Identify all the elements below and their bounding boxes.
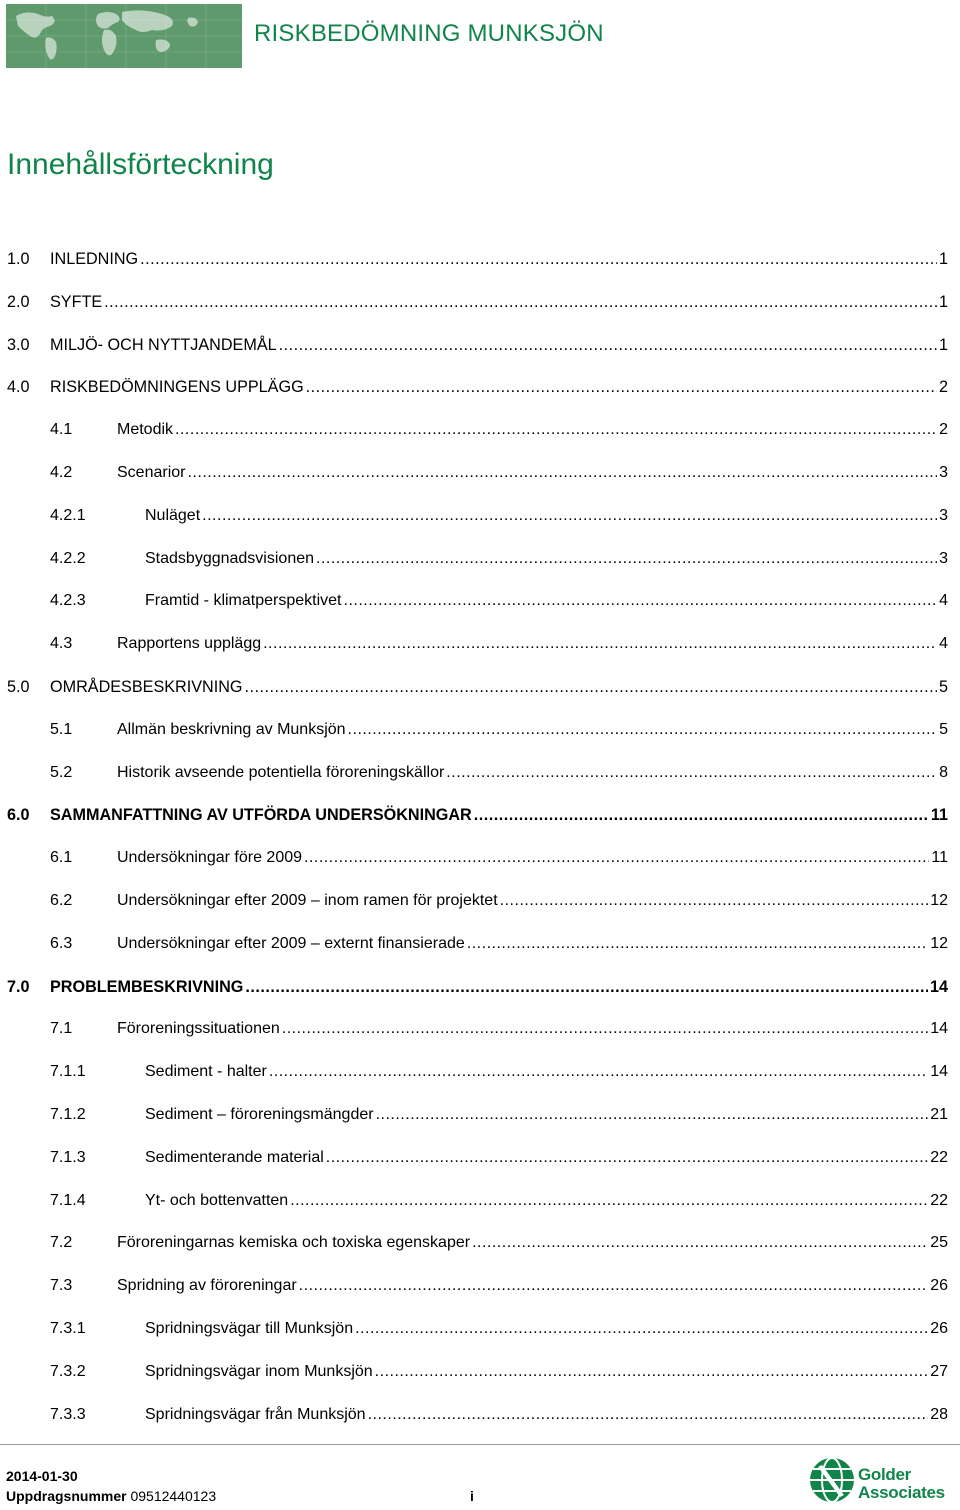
toc-dot-leader	[175, 417, 937, 443]
toc-dot-leader	[263, 631, 937, 657]
toc-entry[interactable]	[7, 374, 948, 400]
toc-entry-page: 22	[930, 1192, 948, 1209]
toc-entry[interactable]	[7, 717, 948, 743]
toc-dot-leader	[290, 1188, 928, 1214]
toc-entry-number: 7.1.2	[50, 1106, 86, 1123]
toc-entry-title: RISKBEDÖMNINGENS UPPLÄGG	[50, 378, 304, 396]
toc-entry-number: 4.1	[50, 421, 73, 438]
toc-entry-number: 4.2.1	[50, 507, 86, 524]
toc-entry-page: 12	[930, 892, 948, 909]
toc-entry-title: Undersökningar efter 2009 – externt finansierade	[117, 935, 465, 952]
toc-dot-leader	[269, 1059, 928, 1085]
toc-entry-page: 25	[930, 1234, 948, 1251]
toc-entry[interactable]	[7, 974, 948, 1000]
toc-entry-number: 6.2	[50, 892, 73, 909]
toc-entry-page: 2	[939, 421, 948, 438]
toc-entry[interactable]	[7, 1188, 948, 1214]
toc-dot-leader	[446, 760, 937, 786]
toc-entry-page: 14	[930, 1020, 948, 1037]
toc-entry[interactable]	[7, 631, 948, 657]
toc-entry[interactable]	[7, 332, 948, 358]
toc-entry-page: 1	[938, 293, 948, 311]
toc-entry-page: 1	[938, 250, 948, 268]
toc-entry[interactable]	[7, 460, 948, 486]
toc-entry-number: 3.0	[7, 336, 30, 354]
toc-entry-page: 14	[930, 1063, 948, 1080]
toc-entry-number: 7.0	[7, 978, 30, 996]
toc-entry-title: INLEDNING	[50, 250, 139, 268]
toc-entry-title: Framtid - klimatperspektivet	[145, 592, 342, 609]
toc-entry-number: 4.2.2	[50, 550, 86, 567]
toc-entry-title: Föroreningssituationen	[117, 1020, 280, 1037]
toc-entry-number: 4.2.3	[50, 592, 86, 609]
toc-dot-leader	[245, 674, 937, 700]
toc-entry-title: Sediment - halter	[145, 1063, 267, 1080]
toc-entry-page: 3	[939, 507, 948, 524]
toc-entry-page: 3	[939, 464, 948, 481]
world-map-banner-icon	[6, 4, 242, 68]
page-title: Innehållsförteckning	[7, 148, 274, 181]
footer-assignment-number	[6, 1488, 216, 1504]
toc-entry-title: Allmän beskrivning av Munksjön	[117, 721, 346, 738]
toc-entry-page: 2	[938, 378, 948, 396]
toc-entry-title: Spridningsvägar till Munksjön	[145, 1320, 354, 1337]
toc-entry-number: 7.1.1	[50, 1063, 86, 1080]
toc-entry[interactable]	[7, 1316, 948, 1342]
toc-entry[interactable]	[7, 417, 948, 443]
toc-entry-page: 11	[931, 849, 948, 866]
footer-divider	[0, 1444, 960, 1445]
toc-entry-title: Spridning av föroreningar	[117, 1277, 297, 1294]
toc-entry-number: 7.1.3	[50, 1149, 86, 1166]
toc-entry-title: Metodik	[117, 421, 174, 438]
toc-entry-number: 4.3	[50, 635, 73, 652]
toc-dot-leader	[202, 503, 937, 529]
golder-brand-line1: Golder	[858, 1465, 911, 1484]
toc-dot-leader	[282, 1016, 928, 1042]
toc-entry-page: 28	[930, 1406, 948, 1423]
toc-entry-number: 7.3.1	[50, 1320, 86, 1337]
toc-entry-page: 5	[938, 678, 948, 696]
toc-entry-number: 6.1	[50, 849, 73, 866]
toc-dot-leader	[375, 1359, 929, 1385]
toc-dot-leader	[140, 246, 937, 272]
toc-dot-leader	[368, 1402, 929, 1428]
assignment-value: 09512440123	[130, 1488, 217, 1504]
toc-entry[interactable]	[7, 546, 948, 572]
toc-entry[interactable]	[7, 1059, 948, 1085]
toc-dot-leader	[104, 289, 937, 315]
toc-entry-number: 7.1	[50, 1020, 73, 1037]
toc-entry[interactable]	[7, 503, 948, 529]
toc-entry-page: 4	[939, 635, 948, 652]
toc-entry[interactable]	[7, 246, 948, 272]
toc-entry[interactable]	[7, 802, 948, 828]
toc-entry-title: Föroreningarnas kemiska och toxiska egenskaper	[117, 1234, 471, 1251]
toc-entry-page: 12	[930, 935, 948, 952]
toc-dot-leader	[187, 460, 937, 486]
toc-entry-page: 3	[939, 550, 948, 567]
toc-entry-title: Scenarior	[117, 464, 186, 481]
toc-entry[interactable]	[7, 1230, 948, 1256]
toc-entry-page: 26	[930, 1277, 948, 1294]
toc-entry-title: Undersökningar före 2009	[117, 849, 303, 866]
toc-entry-number: 7.3	[50, 1277, 73, 1294]
toc-entry-number: 7.2	[50, 1234, 73, 1251]
toc-dot-leader	[348, 717, 938, 743]
assignment-label: Uppdragsnummer	[6, 1488, 127, 1504]
toc-entry[interactable]	[7, 1402, 948, 1428]
toc-entry-page: 26	[930, 1320, 948, 1337]
toc-entry-number: 5.2	[50, 764, 73, 781]
toc-entry[interactable]	[7, 845, 948, 871]
toc-entry-title: Stadsbyggnadsvisionen	[145, 550, 315, 567]
toc-entry[interactable]	[7, 760, 948, 786]
toc-dot-leader	[467, 931, 928, 957]
toc-dot-leader	[326, 1145, 928, 1171]
toc-dot-leader	[376, 1102, 929, 1128]
toc-entry-title: Yt- och bottenvatten	[145, 1192, 289, 1209]
toc-entry[interactable]	[7, 931, 948, 957]
toc-entry-title: PROBLEMBESKRIVNING	[50, 978, 244, 996]
toc-dot-leader	[299, 1273, 929, 1299]
toc-dot-leader	[500, 888, 929, 914]
toc-entry-number: 7.1.4	[50, 1192, 86, 1209]
toc-entry[interactable]	[7, 1359, 948, 1385]
toc-dot-leader	[344, 588, 938, 614]
toc-entry-page: 8	[939, 764, 948, 781]
toc-entry-title: Undersökningar efter 2009 – inom ramen för projektet	[117, 892, 498, 909]
toc-entry[interactable]	[7, 289, 948, 315]
toc-entry-page: 1	[938, 336, 948, 354]
golder-brand	[858, 1466, 945, 1502]
toc-entry-title: Sedimenterande material	[145, 1149, 324, 1166]
toc-entry-title: Nuläget	[145, 507, 201, 524]
toc-entry-title: Spridningsvägar från Munksjön	[145, 1406, 366, 1423]
toc-entry[interactable]	[7, 1273, 948, 1299]
toc-entry-number: 4.2	[50, 464, 73, 481]
toc-entry-title: Spridningsvägar inom Munksjön	[145, 1363, 373, 1380]
toc-entry-page: 22	[930, 1149, 948, 1166]
toc-entry[interactable]	[7, 674, 948, 700]
toc-entry[interactable]	[7, 1016, 948, 1042]
toc-dot-leader	[355, 1316, 928, 1342]
toc-entry-number: 7.3.3	[50, 1406, 86, 1423]
toc-entry-title: MILJÖ- OCH NYTTJANDEMÅL	[50, 336, 277, 354]
toc-entry-title: OMRÅDESBESKRIVNING	[50, 678, 243, 696]
toc-entry-number: 2.0	[7, 293, 30, 311]
toc-entry[interactable]	[7, 1102, 948, 1128]
toc-entry-title: SYFTE	[50, 293, 103, 311]
toc-entry-title: Sediment – föroreningsmängder	[145, 1106, 374, 1123]
toc-entry-number: 1.0	[7, 250, 30, 268]
toc-entry-number: 4.0	[7, 378, 30, 396]
toc-entry[interactable]	[7, 588, 948, 614]
toc-entry-page: 27	[930, 1363, 948, 1380]
toc-dot-leader	[474, 802, 929, 828]
toc-entry-page: 5	[939, 721, 948, 738]
toc-dot-leader	[304, 845, 929, 871]
page-number: i	[470, 1488, 474, 1504]
toc-dot-leader	[306, 374, 937, 400]
toc-entry[interactable]	[7, 1145, 948, 1171]
toc-entry-number: 6.0	[7, 806, 30, 824]
toc-dot-leader	[245, 974, 928, 1000]
toc-entry-number: 5.0	[7, 678, 30, 696]
toc-entry-title: Historik avseende potentiella föroreningskällor	[117, 764, 445, 781]
document-header-title: RISKBEDÖMNING MUNKSJÖN	[254, 20, 604, 47]
toc-entry-title: Rapportens upplägg	[117, 635, 262, 652]
toc-dot-leader	[472, 1230, 928, 1256]
toc-entry[interactable]	[7, 888, 948, 914]
toc-entry-page: 11	[930, 806, 948, 824]
toc-dot-leader	[316, 546, 937, 572]
toc-entry-title: SAMMANFATTNING AV UTFÖRDA UNDERSÖKNINGAR	[50, 806, 472, 824]
toc-entry-page: 14	[929, 978, 948, 996]
toc-entry-number: 6.3	[50, 935, 73, 952]
toc-dot-leader	[279, 332, 937, 358]
toc-entry-page: 21	[930, 1106, 948, 1123]
footer-date: 2014-01-30	[6, 1468, 78, 1484]
toc-entry-page: 4	[939, 592, 948, 609]
toc-entry-number: 7.3.2	[50, 1363, 86, 1380]
toc-entry-number: 5.1	[50, 721, 73, 738]
golder-brand-line2: Associates	[858, 1483, 945, 1502]
